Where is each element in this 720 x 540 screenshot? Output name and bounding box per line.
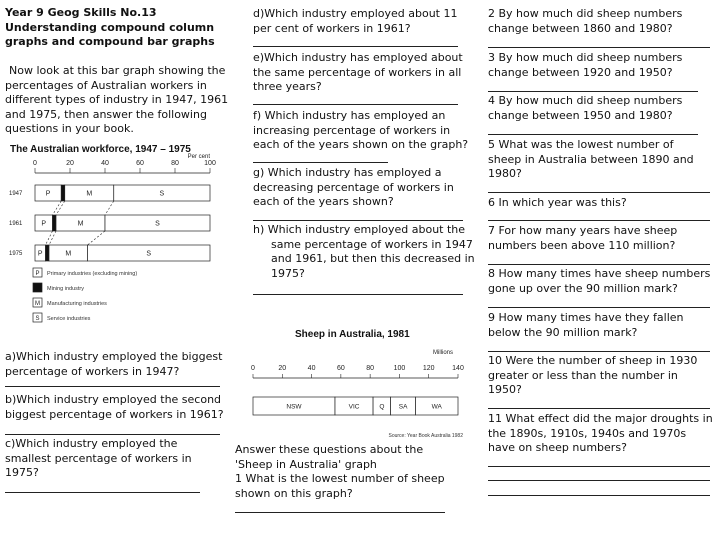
workforce-tick-label: 40 [101, 160, 109, 167]
workforce-connector-line [56, 201, 65, 215]
workforce-segment-label: S [159, 190, 165, 198]
workforce-legend-key: P [35, 271, 40, 277]
workforce-segment-label: S [155, 220, 160, 228]
page-title [5, 6, 230, 50]
workforce-bar-segment [61, 185, 65, 201]
workforce-connector-line [46, 231, 53, 245]
sheep-tick-label: 40 [307, 365, 316, 372]
workforce-segment-label: P [41, 220, 47, 228]
workforce-segment-label: M [77, 220, 84, 228]
workforce-legend-label: Manufacturing industries [47, 301, 107, 307]
workforce-connector-line [49, 231, 56, 245]
sheep-tick-label: 120 [422, 365, 435, 372]
sheep-tick-label: 100 [393, 365, 406, 372]
workforce-legend-label: Primary industries (excluding mining) [47, 271, 138, 277]
workforce-connector-line [53, 201, 62, 215]
question-a: a)Which industry employed the biggest percentage of workers in 1947? [5, 350, 223, 378]
workforce-chart-title: The Australian workforce, 1947 – 1975 [10, 144, 191, 155]
sheep-question-1: 1 What is the lowest number of sheep shown on this graph? [235, 472, 445, 500]
answer-line-h[interactable] [253, 294, 463, 295]
workforce-tick-label: 20 [66, 160, 74, 167]
subtitle-line: Understanding compound column graphs and compound bar graphs [5, 20, 215, 48]
workforce-legend-label: Service industries [47, 316, 91, 322]
sheep-tick-label: 60 [336, 365, 345, 372]
workforce-segment-label: P [45, 190, 51, 198]
sheep-tick-label: 0 [251, 365, 255, 372]
sheep-question-6: 6 In which year was this? [488, 196, 627, 209]
workforce-chart-plot [5, 140, 235, 340]
workforce-tick-label: 100 [204, 160, 216, 167]
workforce-bar-segment [53, 215, 57, 231]
workforce-segment-label: M [86, 190, 93, 198]
workforce-connector-line [105, 201, 114, 215]
sheep-source-note: Source: Year Book Australia 1982 [388, 433, 463, 439]
workforce-bar-segment [46, 245, 50, 261]
answer-line-9[interactable] [488, 351, 710, 352]
answer-line-11a[interactable] [488, 466, 710, 467]
sheep-question-8: 8 How many times have sheep numbers gone up over the 90 million mark? [488, 267, 711, 295]
sheep-question-5: 5 What was the lowest number of sheep in Australia between 1890 and 1980? [488, 138, 694, 180]
sheep-chart-title: Sheep in Australia, 1981 [295, 329, 410, 340]
question-f: f) Which industry has employed an increasing percentage of workers in each of the years shown on the graph? [253, 109, 469, 151]
workforce-tick-label: 60 [136, 160, 144, 167]
answer-line-11c[interactable] [488, 495, 710, 496]
answer-line-10[interactable] [488, 408, 710, 409]
sheep-tick-label: 20 [278, 365, 287, 372]
sheep-tick-label: 140 [452, 365, 464, 372]
sheep-question-10: 10 Were the number of sheep in 1930 greater or less than the number in 1950? [488, 354, 698, 396]
answer-line-c[interactable] [5, 492, 200, 493]
workforce-chart [5, 140, 235, 340]
sheep-segment-label: SA [398, 403, 408, 411]
workforce-year-label: 1975 [9, 251, 23, 257]
workforce-tick-label: 80 [171, 160, 179, 167]
sheep-tick-label: 80 [366, 365, 375, 372]
answer-line-d[interactable] [253, 46, 458, 47]
workforce-year-label: 1961 [9, 221, 23, 227]
answer-line-8[interactable] [488, 307, 710, 308]
sheep-question-2: 2 By how much did sheep numbers change between 1860 and 1980? [488, 7, 683, 35]
sheep-chart [243, 325, 468, 440]
workforce-axis-unit: Per cent [187, 154, 210, 160]
sheep-question-11: 11 What effect did the major droughts in the 1890s, 1910s, 1940s and 1970s have on sheep numbers? [488, 412, 713, 454]
sheep-segment-label: VIC [348, 403, 360, 411]
question-d: d)Which industry employed about 11 per cent of workers in 1961? [253, 7, 458, 35]
workforce-tick-label: 0 [33, 160, 37, 167]
answer-line-2[interactable] [488, 47, 710, 48]
workforce-legend-key: S [35, 316, 40, 322]
answer-line-f[interactable] [253, 162, 388, 163]
sheep-question-3: 3 By how much did sheep numbers change between 1920 and 1950? [488, 51, 683, 79]
answer-line-g[interactable] [253, 220, 463, 221]
workforce-year-label: 1947 [9, 191, 23, 197]
sheep-axis-unit: Millions [432, 350, 454, 356]
answer-line-sheep-1[interactable] [235, 512, 445, 513]
answer-line-3[interactable] [488, 91, 698, 92]
question-c: c)Which industry employed the smallest percentage of workers in 1975? [5, 437, 192, 479]
workforce-legend-swatch [33, 283, 42, 292]
sheep-question-4: 4 By how much did sheep numbers change between 1950 and 1980? [488, 94, 683, 122]
intro-text: Now look at this bar graph showing the percentages of Australian workers in different types of industry in 1947, 1961 and 1975, then answer the following questions in your book. [5, 64, 229, 135]
answer-line-11b[interactable] [488, 480, 710, 481]
workforce-segment-label: P [37, 250, 43, 258]
question-g: g) Which industry has employed a decreasing percentage of workers in each of the years shown? [253, 166, 454, 208]
sheep-intro: Answer these questions about the 'Sheep in Australia' graph [235, 443, 424, 471]
question-e: e)Which industry has employed about the same percentage of workers in all three years? [253, 51, 463, 93]
sheep-segment-label: Q [379, 403, 385, 411]
workforce-legend-key: M [35, 301, 40, 307]
sheep-segment-label: NSW [286, 403, 302, 411]
answer-line-4[interactable] [488, 134, 698, 135]
answer-line-e[interactable] [253, 104, 458, 105]
answer-line-a[interactable] [5, 386, 220, 387]
answer-line-b[interactable] [5, 434, 220, 435]
workforce-legend-label: Mining industry [47, 286, 84, 292]
title-line: Year 9 Geog Skills No.13 [5, 6, 157, 19]
question-b: b)Which industry employed the second biggest percentage of workers in 1961? [5, 393, 224, 421]
workforce-connector-line [88, 231, 106, 245]
workforce-segment-label: M [65, 250, 72, 258]
answer-line-6[interactable] [488, 220, 710, 221]
sheep-question-9: 9 How many times have they fallen below the 90 million mark? [488, 311, 684, 339]
sheep-question-7: 7 For how many years have sheep numbers been above 110 million? [488, 224, 678, 252]
answer-line-7[interactable] [488, 264, 710, 265]
answer-line-5[interactable] [488, 192, 710, 193]
sheep-segment-label: WA [431, 403, 442, 411]
sheep-chart-plot [243, 325, 468, 440]
workforce-segment-label: S [146, 250, 152, 258]
question-h: h) Which industry employed about the same percentage of workers in 1947 and 1961, but then this decreased in 1975? [253, 223, 475, 280]
